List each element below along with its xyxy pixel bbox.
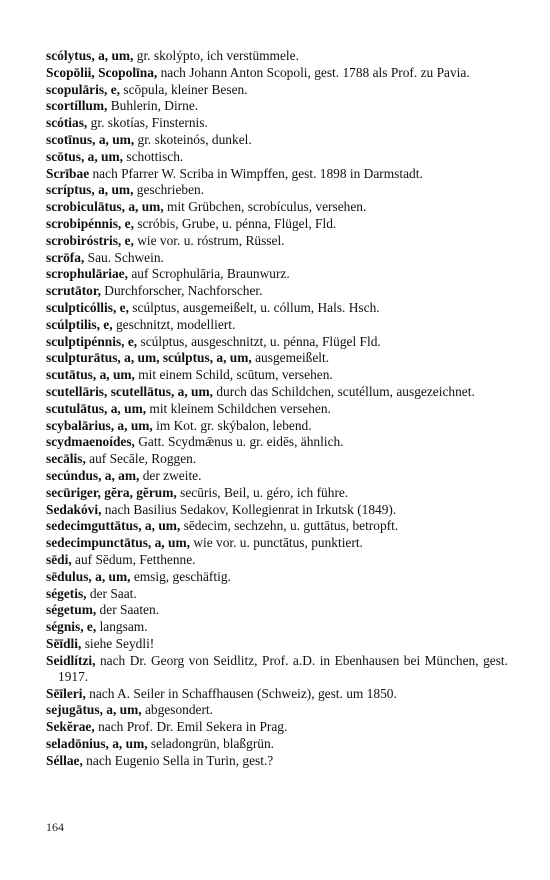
dictionary-entry xyxy=(46,535,508,551)
entry-definition: mit kleinem Schildchen versehen. xyxy=(146,400,331,416)
dictionary-entry xyxy=(46,82,508,98)
entry-definition: siehe Seydli! xyxy=(81,635,155,651)
entry-headword: sculptipénnis, e, xyxy=(46,333,138,349)
entry-definition: nach Johann Anton Scopoli, gest. 1788 als Prof. zu Pavia. xyxy=(157,64,470,80)
dictionary-entry xyxy=(46,753,508,769)
dictionary-entry xyxy=(46,115,508,131)
dictionary-entry xyxy=(46,334,508,350)
dictionary-entry xyxy=(46,216,508,232)
entry-definition: langsam. xyxy=(96,619,148,635)
dictionary-entry xyxy=(46,602,508,618)
entry-headword: Scrībae xyxy=(46,165,90,181)
dictionary-entry xyxy=(46,350,508,366)
entry-definition: geschrieben. xyxy=(133,182,205,198)
entry-definition: auf Sēdum, Fetthenne. xyxy=(71,551,196,567)
dictionary-entry xyxy=(46,283,508,299)
entry-headword: scutulātus, a, um, xyxy=(46,400,147,416)
entry-headword: scótias, xyxy=(46,115,88,131)
dictionary-entry xyxy=(46,65,508,81)
entry-headword: Sēīdli, xyxy=(46,635,82,651)
entry-headword: Sēīleri, xyxy=(46,685,86,701)
entry-definition: scōpula, kleiner Besen. xyxy=(120,81,248,97)
dictionary-entry xyxy=(46,518,508,534)
dictionary-entry xyxy=(46,586,508,602)
entry-headword: scortíllum, xyxy=(46,98,108,114)
entry-definition: gr. skolýpto, ich verstümmele. xyxy=(133,48,299,63)
entry-definition: Sau. Schwein. xyxy=(84,249,164,265)
entry-headword: seladōnius, a, um, xyxy=(46,736,148,752)
entry-definition: Durchforscher, Nachforscher. xyxy=(100,283,263,299)
dictionary-entry xyxy=(46,401,508,417)
entry-definition: auf Scrophulāria, Braunwurz. xyxy=(127,266,290,282)
entry-definition: mit einem Schild, scūtum, versehen. xyxy=(134,367,333,383)
entry-definition: nach Basilius Sedakov, Kollegienrat in Irkutsk (1849). xyxy=(101,501,397,517)
entry-headword: scopulāris, e, xyxy=(46,81,121,97)
entry-headword: scólytus, a, um, xyxy=(46,48,134,63)
entry-definition: durch das Schildchen, scutéllum, ausgezeichnet. xyxy=(213,383,475,399)
entry-headword: scrōfa, xyxy=(46,249,85,265)
entry-headword: Séllae, xyxy=(46,752,83,768)
dictionary-entry xyxy=(46,719,508,735)
entry-definition: Gatt. Scydmǣnus u. gr. eidēs, ähnlich. xyxy=(134,434,344,450)
entry-headword: scrobipénnis, e, xyxy=(46,215,134,231)
entry-definition: der Saaten. xyxy=(96,602,160,618)
entry-headword: sēdi, xyxy=(46,551,72,567)
dictionary-entry xyxy=(46,367,508,383)
dictionary-entry xyxy=(46,702,508,718)
dictionary-entry xyxy=(46,266,508,282)
entry-headword: Sekĕrae, xyxy=(46,719,95,735)
entry-definition: emsig, geschäftig. xyxy=(130,568,231,584)
dictionary-entry xyxy=(46,182,508,198)
entry-headword: ségetum, xyxy=(46,602,97,618)
entry-definition: nach Dr. Georg von Seidlitz, Prof. a.D. in Ebenhausen bei München, gest. 1917. xyxy=(58,652,508,684)
entry-definition: secūris, Beil, u. géro, ich führe. xyxy=(176,484,349,500)
dictionary-entry xyxy=(46,48,508,64)
entry-definition: abgesondert. xyxy=(141,702,214,718)
dictionary-entry xyxy=(46,502,508,518)
entry-definition: Buhlerin, Dirne. xyxy=(107,98,199,114)
entry-definition: ausgemeißelt. xyxy=(251,350,330,366)
entry-definition: seladongrün, blaßgrün. xyxy=(147,736,275,752)
dictionary-entry xyxy=(46,250,508,266)
entry-headword: ségetis, xyxy=(46,585,87,601)
entry-headword: sejugātus, a, um, xyxy=(46,702,142,718)
dictionary-entry xyxy=(46,317,508,333)
dictionary-entry xyxy=(46,418,508,434)
dictionary-entry xyxy=(46,300,508,316)
entry-headword: sedecimguttātus, a, um, xyxy=(46,518,181,534)
entry-definition: wie vor. u. punctātus, punktiert. xyxy=(189,535,363,551)
entry-headword: Seidlítzi, xyxy=(46,652,96,668)
entry-headword: scutellāris, scutellātus, a, um, xyxy=(46,383,214,399)
entry-headword: secúndus, a, am, xyxy=(46,467,140,483)
page-number: 164 xyxy=(46,820,64,834)
dictionary-entry xyxy=(46,166,508,182)
entry-definition: der zweite. xyxy=(139,467,202,483)
entry-headword: scúlptilis, e, xyxy=(46,316,113,332)
entry-headword: Sedakóvi, xyxy=(46,501,102,517)
entry-definition: schottisch. xyxy=(123,148,184,164)
entry-headword: scydmaenoídes, xyxy=(46,434,135,450)
dictionary-entry xyxy=(46,468,508,484)
entry-headword: scōtus, a, um, xyxy=(46,148,124,164)
entry-definition: wie vor. u. róstrum, Rüssel. xyxy=(133,232,285,248)
entry-headword: sedecimpunctātus, a, um, xyxy=(46,535,190,551)
dictionary-entry xyxy=(46,233,508,249)
entry-definition: gr. skoteinós, dunkel. xyxy=(134,131,252,147)
entry-headword: secālis, xyxy=(46,451,86,467)
entry-headword: Scopōlii, Scopolīna, xyxy=(46,64,158,80)
dictionary-entry xyxy=(46,485,508,501)
entry-definition: der Saat. xyxy=(86,585,137,601)
entry-headword: scutātus, a, um, xyxy=(46,367,135,383)
entry-definition: nach Prof. Dr. Emil Sekera in Prag. xyxy=(94,719,288,735)
entry-headword: scrobiculātus, a, um, xyxy=(46,199,164,215)
entry-list xyxy=(46,48,508,770)
entry-definition: scúlptus, ausgemeißelt, u. cóllum, Hals. Hsch. xyxy=(128,299,380,315)
entry-headword: scrobiróstris, e, xyxy=(46,232,134,248)
dictionary-entry xyxy=(46,653,508,685)
dictionary-entry xyxy=(46,98,508,114)
dictionary-entry xyxy=(46,434,508,450)
entry-headword: scotīnus, a, um, xyxy=(46,131,135,147)
entry-definition: sēdecim, sechzehn, u. guttātus, betropft. xyxy=(180,518,399,534)
dictionary-entry xyxy=(46,686,508,702)
dictionary-entry xyxy=(46,149,508,165)
dictionary-entry xyxy=(46,619,508,635)
dictionary-entry xyxy=(46,736,508,752)
dictionary-entry xyxy=(46,451,508,467)
entry-headword: scrutātor, xyxy=(46,283,101,299)
dictionary-entry xyxy=(46,384,508,400)
entry-headword: sculpticóllis, e, xyxy=(46,299,129,315)
entry-definition: nach A. Seiler in Schaffhausen (Schweiz), gest. um 1850. xyxy=(85,685,397,701)
entry-headword: sculpturātus, a, um, scúlptus, a, um, xyxy=(46,350,252,366)
dictionary-entry xyxy=(46,636,508,652)
entry-headword: secūriger, gĕra, gĕrum, xyxy=(46,484,177,500)
entry-definition: im Kot. gr. skýbalon, lebend. xyxy=(152,417,312,433)
entry-definition: scúlptus, ausgeschnitzt, u. pénna, Flügel Fld. xyxy=(137,333,381,349)
entry-definition: geschnitzt, modelliert. xyxy=(112,316,236,332)
entry-headword: scríptus, a, um, xyxy=(46,182,134,198)
entry-headword: ségnis, e, xyxy=(46,619,97,635)
dictionary-entry xyxy=(46,569,508,585)
entry-definition: gr. skotías, Finsternis. xyxy=(87,115,208,131)
entry-headword: scrophulāriae, xyxy=(46,266,128,282)
entry-definition: nach Pfarrer W. Scriba in Wimpffen, gest. 1898 in Darmstadt. xyxy=(89,165,423,181)
entry-definition: mit Grübchen, scrobículus, versehen. xyxy=(163,199,367,215)
entry-definition: nach Eugenio Sella in Turin, gest.? xyxy=(82,752,274,768)
dictionary-entry xyxy=(46,552,508,568)
entry-definition: scróbis, Grube, u. pénna, Flügel, Fld. xyxy=(133,215,337,231)
entry-headword: sēdulus, a, um, xyxy=(46,568,131,584)
entry-headword: scybalārius, a, um, xyxy=(46,417,153,433)
entry-definition: auf Secāle, Roggen. xyxy=(85,451,197,467)
dictionary-entry xyxy=(46,132,508,148)
dictionary-entry xyxy=(46,199,508,215)
